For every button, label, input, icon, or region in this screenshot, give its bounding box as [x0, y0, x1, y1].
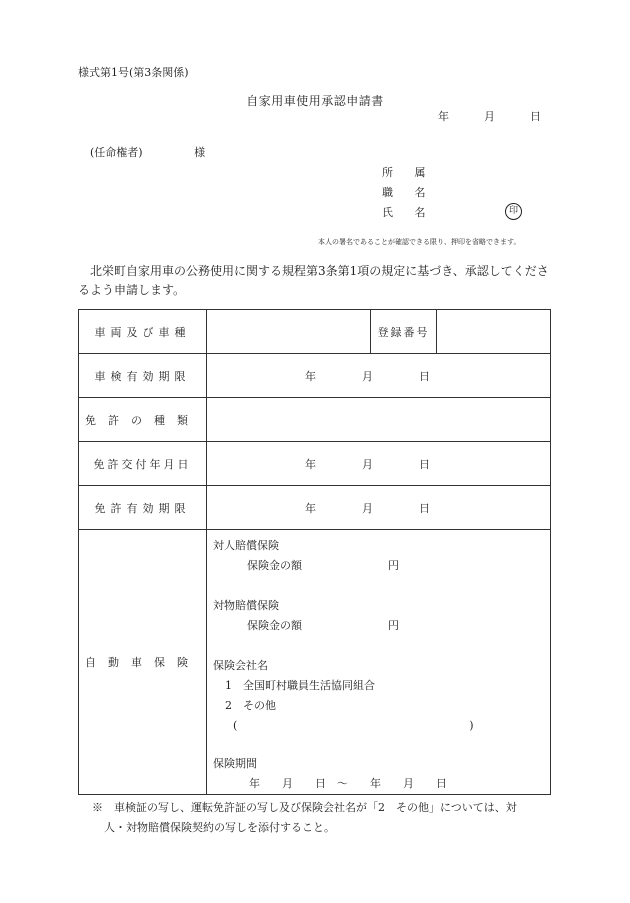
- license-type-row: [79, 398, 551, 442]
- bodily-amount-label: 保険金の額: [247, 559, 302, 572]
- license-issue-row: [79, 442, 551, 486]
- license-type-field[interactable]: [207, 398, 551, 442]
- inspection-label: 車検有効期限: [79, 354, 207, 398]
- date-month: 月: [362, 457, 373, 471]
- bodily-insurance-title: 対人賠償保険: [213, 539, 279, 552]
- signature-note: 本人の署名であることが確認できる限り、押印を省略できます。: [318, 238, 521, 246]
- license-type-label: 免許の種類: [79, 398, 207, 442]
- other-company-parentheses: [213, 716, 550, 736]
- registration-field[interactable]: [437, 310, 551, 354]
- appointer-label: (任命権者): [90, 146, 143, 159]
- vehicle-label: 車両及び車種: [79, 310, 207, 354]
- footnote-line-2: 人・対物賠償保険契約の写しを添付すること。: [104, 821, 335, 834]
- date-year: 年: [305, 457, 316, 471]
- date-year: 年: [305, 369, 316, 383]
- license-issue-label: 免許交付年月日: [79, 442, 207, 486]
- inspection-date-field[interactable]: [207, 354, 551, 398]
- date-month: 月: [362, 501, 373, 515]
- bodily-amount-line: [213, 556, 550, 576]
- insurance-label: 自動車保険: [79, 530, 207, 795]
- affiliation-label: 所 属: [382, 166, 435, 179]
- header-day: 日: [530, 110, 541, 123]
- footnote-line-1: ※ 車検証の写し、運転免許証の写し及び保険会社名が「2 その他」については、対: [92, 801, 517, 814]
- property-amount-label: 保険金の額: [247, 619, 302, 632]
- form-number: 様式第1号(第3条関係): [78, 66, 189, 79]
- name-label: 氏 名: [382, 206, 435, 219]
- license-valid-label: 免許有効期限: [79, 486, 207, 530]
- paren-open: (: [233, 719, 238, 732]
- paren-close: ): [469, 719, 474, 732]
- insurance-option-2: 2 その他: [225, 699, 276, 712]
- license-valid-date-field[interactable]: [207, 486, 551, 530]
- property-amount-line: [213, 616, 550, 636]
- insurance-period-title: 保険期間: [213, 757, 257, 770]
- seal-mark: 印: [505, 203, 522, 220]
- document-title: 自家用車使用承認申請書: [246, 94, 384, 108]
- position-label: 職 名: [382, 186, 435, 199]
- registration-label: 登録番号: [371, 310, 437, 354]
- header-year: 年: [438, 110, 449, 123]
- bodily-amount-unit: 円: [388, 559, 399, 572]
- license-issue-date-field[interactable]: [207, 442, 551, 486]
- header-date: [438, 108, 541, 124]
- header-month: 月: [484, 110, 495, 123]
- property-amount-unit: 円: [388, 619, 399, 632]
- date-day: 日: [419, 501, 430, 515]
- date-day: 日: [419, 457, 430, 471]
- insurance-period-range: 年 月 日 ～ 年 月 日: [249, 777, 447, 790]
- footnote: [92, 798, 554, 838]
- date-year: 年: [305, 501, 316, 515]
- body-text: 北栄町自家用車の公務使用に関する規程第3条第1項の規定に基づき、承認してくださるよう申請します。: [78, 264, 549, 297]
- honorific: 様: [194, 146, 206, 159]
- addressee: [90, 144, 205, 160]
- property-insurance-title: 対物賠償保険: [213, 599, 279, 612]
- insurance-company-title: 保険会社名: [213, 659, 268, 672]
- insurance-row: [79, 530, 551, 795]
- date-month: 月: [362, 369, 373, 383]
- insurance-option-1: 1 全国町村職員生活協同組合: [225, 679, 375, 692]
- license-valid-row: [79, 486, 551, 530]
- vehicle-row: [79, 310, 551, 354]
- vehicle-field[interactable]: [207, 310, 371, 354]
- date-day: 日: [419, 369, 430, 383]
- application-table: [78, 309, 551, 795]
- insurance-field[interactable]: [207, 530, 551, 795]
- inspection-row: [79, 354, 551, 398]
